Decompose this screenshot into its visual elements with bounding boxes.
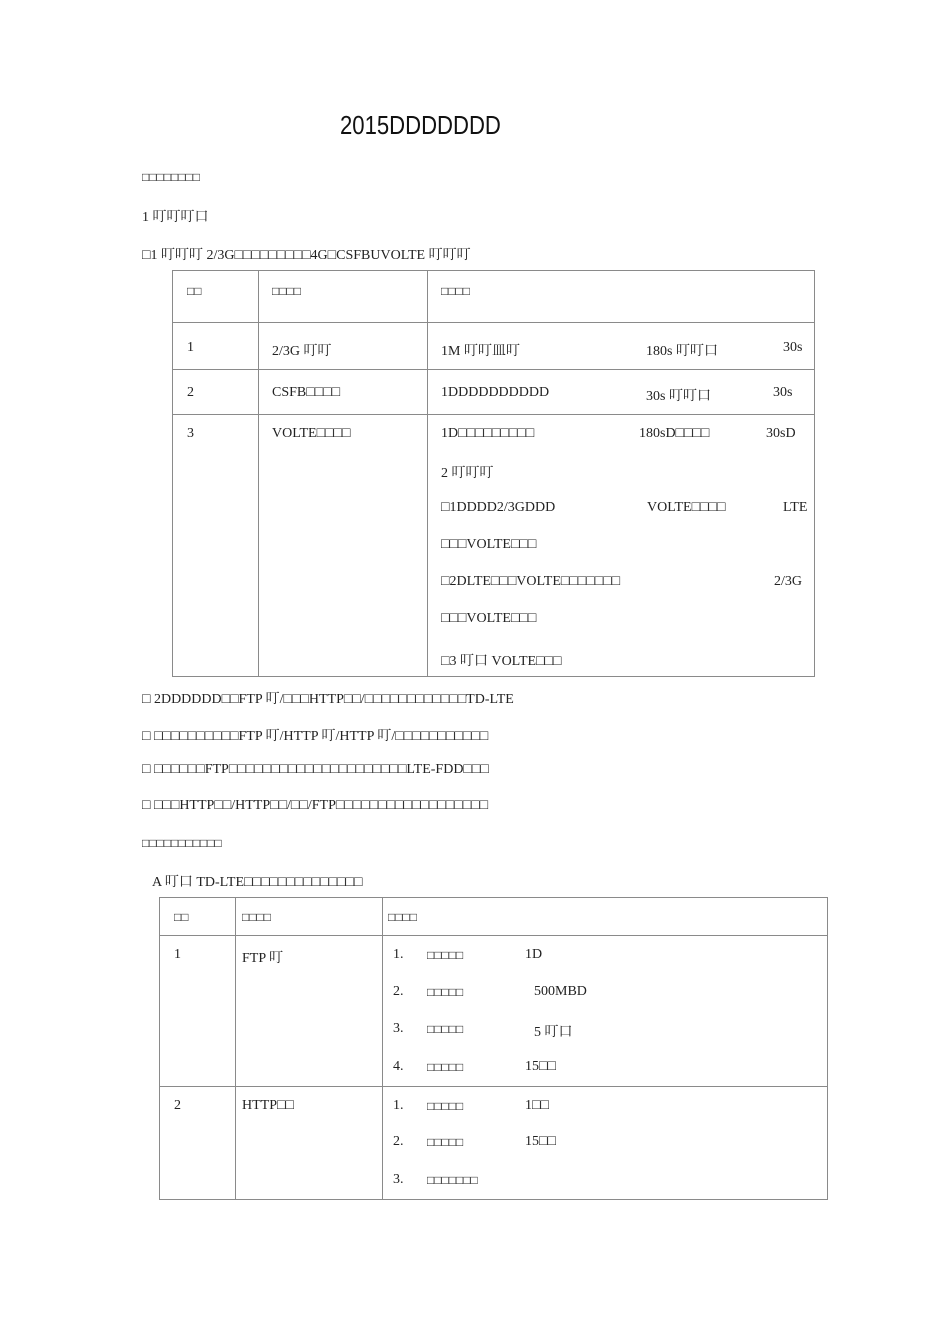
- row-content-line: □□□VOLTE□□□: [441, 537, 537, 552]
- row-no: 1: [174, 947, 181, 962]
- list-number: 3.: [393, 1172, 404, 1187]
- row-content-b: 180s 叮叮口: [646, 344, 718, 359]
- list-value: 15□□: [525, 1134, 556, 1149]
- paragraph: □ □□□HTTP□□/HTTP□□/□□/FTP□□□□□□□□□□□□□□□□□□: [142, 798, 489, 813]
- row-content-line: LTE: [783, 500, 808, 515]
- table-header-row: [173, 271, 815, 323]
- paragraph: □ □□□□□□FTP□□□□□□□□□□□□□□□□□□□□□LTE-FDD□□□: [142, 762, 489, 777]
- table-row: [173, 323, 815, 370]
- row-content-line: □2DLTE□□□VOLTE□□□□□□□: [441, 574, 621, 589]
- row-content-a: 1M 叮叮皿叮: [441, 344, 520, 359]
- paragraph: □ □□□□□□□□□□FTP 叮/HTTP 叮/HTTP 叮/□□□□□□□□□□□: [142, 729, 489, 744]
- row-content-line: VOLTE□□□□: [647, 500, 726, 515]
- list-number: 1.: [393, 947, 404, 962]
- data-test-table: [159, 897, 828, 1200]
- row-content-c: 30s: [773, 385, 793, 400]
- paragraph: □□□□□□□□□□□: [142, 836, 222, 850]
- row-name: FTP 叮: [242, 951, 284, 966]
- list-label: □□□□□: [427, 1099, 464, 1113]
- table-row: [160, 936, 828, 1087]
- row-content-line: 2/3G: [774, 574, 802, 589]
- row-content-a: 1DDDDDDDDDD: [441, 385, 550, 400]
- header-name: □□□□: [272, 284, 301, 298]
- list-label: □□□□□: [427, 948, 464, 962]
- list-number: 4.: [393, 1059, 404, 1074]
- row-name: CSFB□□□□: [272, 385, 341, 400]
- row-name: VOLTE□□□□: [272, 426, 351, 441]
- table-row: [173, 415, 815, 677]
- row-content-line: □□□VOLTE□□□: [441, 611, 537, 626]
- list-number: 1.: [393, 1098, 404, 1113]
- header-name: □□□□: [242, 910, 271, 924]
- list-value: 1D: [525, 947, 543, 962]
- list-number: 2.: [393, 1134, 404, 1149]
- table-header-row: [160, 898, 828, 936]
- list-number: 3.: [393, 1021, 404, 1036]
- table-row: [173, 370, 815, 415]
- list-value: 500MBD: [534, 984, 587, 999]
- subsection-heading: 1 叮叮叮口: [142, 210, 209, 225]
- list-value: 15□□: [525, 1059, 556, 1074]
- table-caption: A 叮口 TD-LTE□□□□□□□□□□□□□□: [152, 875, 363, 890]
- header-no: □□: [187, 284, 202, 298]
- row-name: HTTP□□: [242, 1098, 294, 1113]
- list-number: 2.: [393, 984, 404, 999]
- section-heading: □□□□□□□□: [142, 170, 200, 184]
- voice-test-table: [172, 270, 815, 677]
- row-content-line: 2 叮叮叮: [441, 466, 494, 481]
- list-label: □□□□□: [427, 985, 464, 999]
- table-row: [160, 1087, 828, 1200]
- row-content-b: 180sD□□□□: [639, 426, 710, 441]
- header-content: □□□□: [388, 910, 417, 924]
- list-value: 1□□: [525, 1098, 549, 1113]
- list-label: □□□□□□□: [427, 1173, 478, 1187]
- paragraph: □ 2DDDDDD□□FTP 叮/□□□HTTP□□/□□□□□□□□□□□□TD-LTE: [142, 692, 514, 707]
- row-no: 1: [187, 340, 194, 355]
- paragraph-intro: □1 叮叮叮 2/3G□□□□□□□□□4G□CSFBUVOLTE 叮叮叮: [142, 248, 471, 263]
- row-content-c: 30sD: [766, 426, 796, 441]
- header-content: □□□□: [441, 284, 470, 298]
- row-name: 2/3G 叮叮: [272, 344, 332, 359]
- row-no: 3: [187, 426, 194, 441]
- list-value: 5 叮口: [534, 1025, 573, 1040]
- row-content-a: 1D□□□□□□□□□: [441, 426, 535, 441]
- list-label: □□□□□: [427, 1060, 464, 1074]
- row-content-b: 30s 叮叮口: [646, 389, 711, 404]
- row-content-line: □1DDDD2/3GDDD: [441, 500, 556, 515]
- row-content-c: 30s: [783, 340, 803, 355]
- row-no: 2: [187, 385, 194, 400]
- row-content-line: □3 叮口 VOLTE□□□: [441, 654, 562, 669]
- list-label: □□□□□: [427, 1135, 464, 1149]
- page-title: 2015DDDDDDD: [340, 110, 501, 140]
- row-no: 2: [174, 1098, 181, 1113]
- list-label: □□□□□: [427, 1022, 464, 1036]
- header-no: □□: [174, 910, 189, 924]
